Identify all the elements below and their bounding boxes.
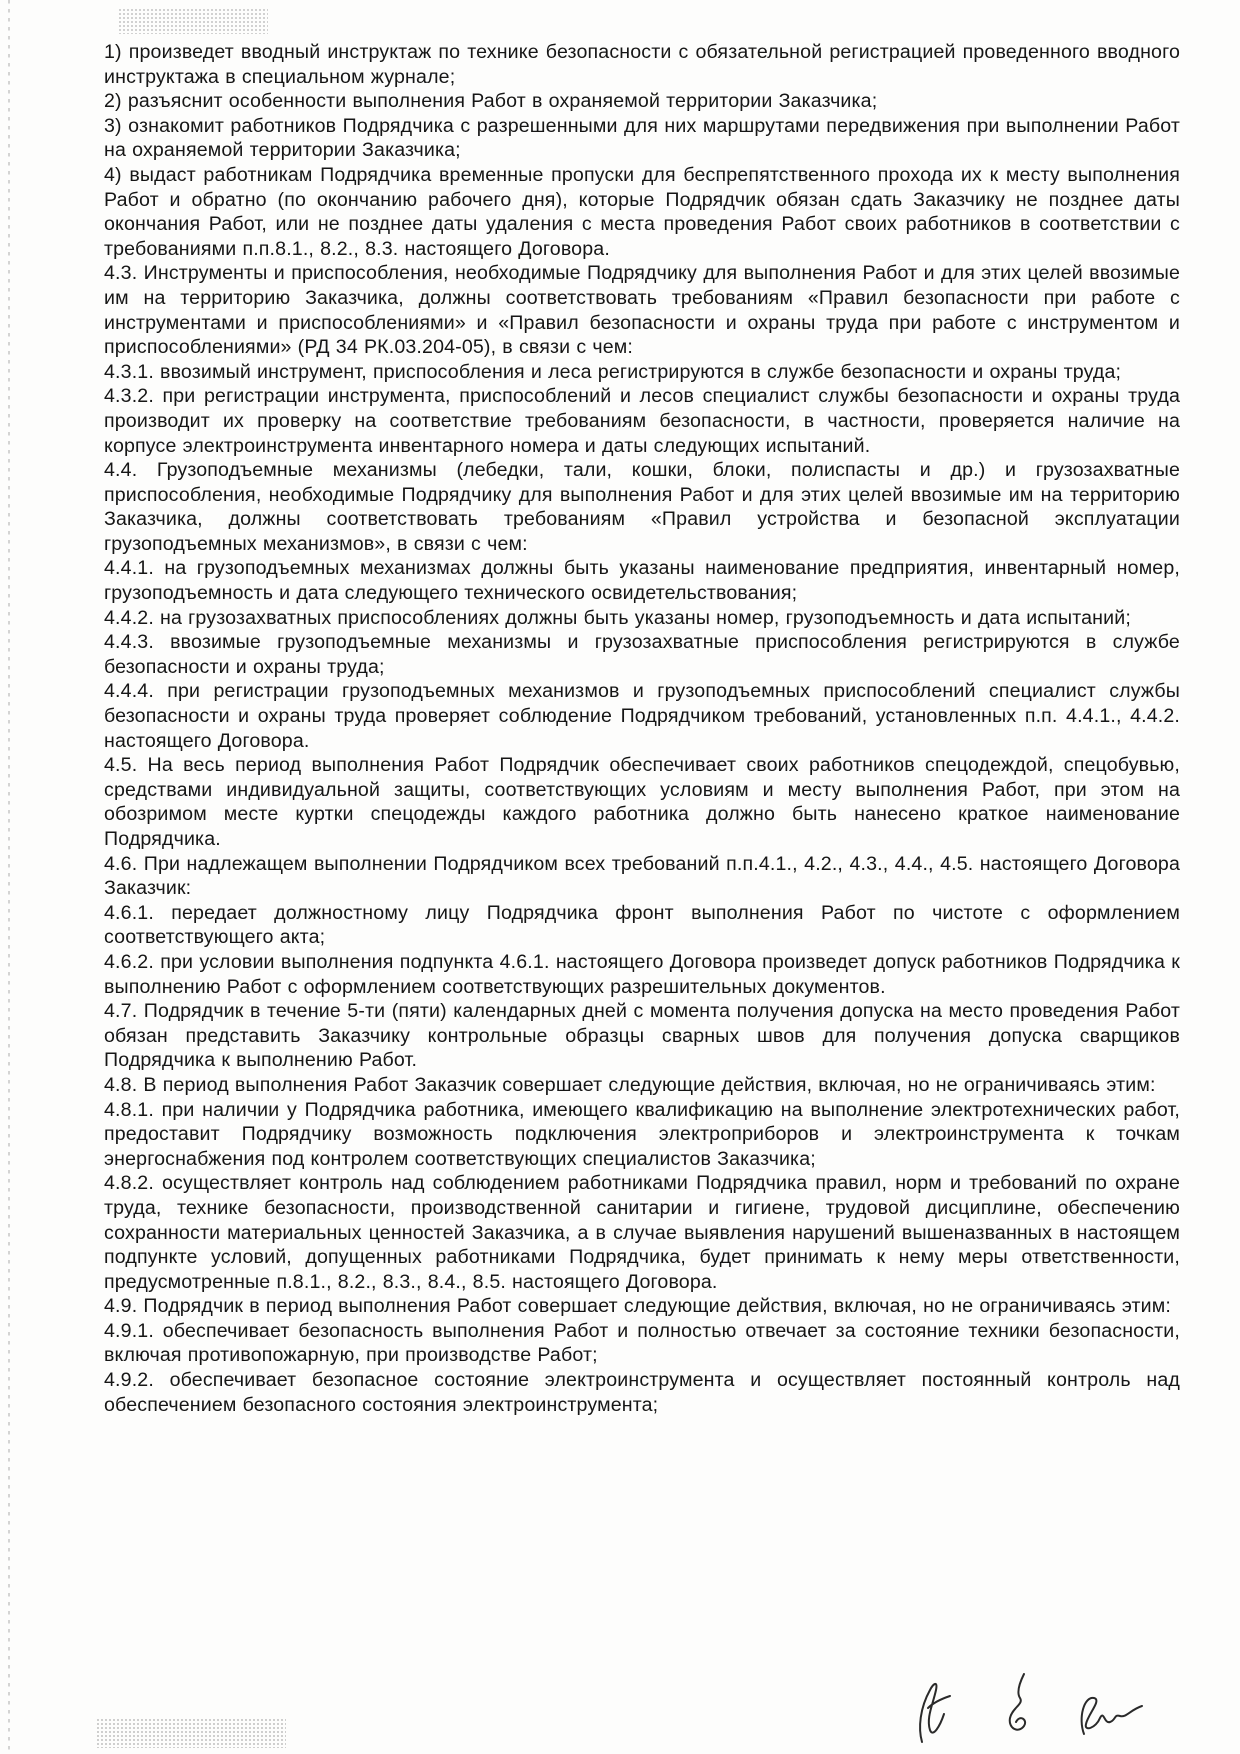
signature-3 [1070, 1668, 1150, 1748]
paragraph-1: 1) произведет вводный инструктаж по технике безопасности с обязательной регистрацией проведенного вводного инструктажа в специальном журнале; [104, 41, 1180, 88]
paragraph-3: 3) ознакомит работников Подрядчика с разрешенными для них маршрутами передвижения при выполнении Работ на охраняемой территории Заказчика; [104, 114, 1180, 162]
paragraph-4: 4) выдаст работникам Подрядчика временные пропуски для беспрепятственного прохода их к месту выполнения Работ и обратно (по окончанию рабочего дня), которые Подрядчик обязан сдать Заказчику не позднее даты окончания Работ, или не позднее даты удаления с места проведения Работ своих работников в соответствии с требованиями п.п.8.1., 8.2., 8.3. настоящего Договора. [104, 163, 1180, 260]
paragraph-4-9: 4.9. Подрядчик в период выполнения Работ совершает следующие действия, включая, но не ограничиваясь этим: [104, 1295, 1171, 1318]
paragraph-2: 2) разъяснит особенности выполнения Работ в охраняемой территории Заказчика; [104, 90, 878, 113]
paragraph-4-4-4: 4.4.4. при регистрации грузоподъемных механизмов и грузоподъемных приспособлений специалист службы безопасности и охраны труда проверяет соблюдение Подрядчиком требований, установленных п.п. 4.4.1., 4.4.2. настоящего Договора. [104, 680, 1180, 752]
paragraph-4-4-3: 4.4.3. ввозимые грузоподъемные механизмы и грузозахватные приспособления регистрируются в службе безопасности и охраны труда; [104, 631, 1180, 678]
paragraph-4-3: 4.3. Инструменты и приспособления, необходимые Подрядчику для выполнения Работ и для этих целей ввозимые им на территорию Заказчика, должны соответствовать требованиям «Правил безопасности при работе с инструментами и приспособлениями» и «Правил безопасности и охраны труда при работе с инструментом и приспособлениями» (РД 34 РК.03.204-05), в связи с чем: [104, 262, 1180, 359]
paragraph-4-4-2: 4.4.2. на грузозахватных приспособлениях должны быть указаны номер, грузоподъемность и дата испытаний; [104, 606, 1131, 629]
scan-edge-mark [8, 0, 10, 1754]
signature-2 [990, 1668, 1050, 1748]
scan-noise-bottom [96, 1718, 286, 1748]
paragraph-4-3-2: 4.3.2. при регистрации инструмента, приспособлений и лесов специалист службы безопасности и охраны труда производит их проверку на соответствие требованиям безопасности, в частности, проверяется наличие на корпусе электроинструмента инвентарного номера и даты следующих испытаний. [104, 385, 1180, 457]
paragraph-4-6-2: 4.6.2. при условии выполнения подпункта 4.6.1. настоящего Договора произведет допуск работников Подрядчика к выполнению Работ с оформлением соответствующих разрешительных документов. [104, 950, 1180, 998]
paragraph-4-3-1: 4.3.1. ввозимый инструмент, приспособления и леса регистрируются в службе безопасности и охраны труда; [104, 360, 1122, 383]
contract-text [104, 40, 1180, 1417]
paragraph-4-7: 4.7. Подрядчик в течение 5-ти (пяти) календарных дней с момента получения допуска на место проведения Работ обязан представить Заказчику контрольные образцы сварных швов для получения допуска сварщиков Подрядчика к выполнению Работ. [104, 1000, 1180, 1072]
signature-1 [900, 1668, 970, 1748]
paragraph-4-8-2: 4.8.2. осуществляет контроль над соблюдением работниками Подрядчика правил, норм и требований по охране труда, технике безопасности, производственной санитарии и гигиене, трудовой дисциплине, обеспечению сохранности материальных ценностей Заказчика, а в случае выявления нарушений вышеназванных в настоящем подпункте условий, допущенных работниками Подрядчика, будет принимать к нему меры ответственности, предусмотренные п.8.1., 8.2., 8.3., 8.4., 8.5. настоящего Договора. [104, 1172, 1180, 1293]
paragraph-4-4: 4.4. Грузоподъемные механизмы (лебедки, тали, кошки, блоки, полиспасты и др.) и грузозахватные приспособления, необходимые Подрядчику для выполнения Работ и для этих целей ввозимые им на территорию Заказчика, должны соответствовать требованиям «Правил устройства и безопасной эксплуатации грузоподъемных механизмов», в связи с чем: [104, 459, 1180, 555]
paragraph-4-9-2: 4.9.2. обеспечивает безопасное состояние электроинструмента и осуществляет постоянный контроль над обеспечением безопасного состояния электроинструмента; [104, 1369, 1180, 1416]
paragraph-4-4-1: 4.4.1. на грузоподъемных механизмах должны быть указаны наименование предприятия, инвентарный номер, грузоподъемность и дата следующего технического освидетельствования; [104, 557, 1180, 605]
paragraph-4-6: 4.6. При надлежащем выполнении Подрядчиком всех требований п.п.4.1., 4.2., 4.3., 4.4., 4.5. настоящего Договора Заказчик: [104, 852, 1180, 900]
paragraph-4-8: 4.8. В период выполнения Работ Заказчик совершает следующие действия, включая, но не ограничиваясь этим: [104, 1073, 1156, 1096]
paragraph-4-5: 4.5. На весь период выполнения Работ Подрядчик обеспечивает своих работников спецодеждой, спецобувью, средствами индивидуальной защиты, соответствующих условиям и месту выполнения Работ, при этом на обозримом месте куртки спецодежды каждого работника должно быть нанесено краткое наименование Подрядчика. [104, 754, 1180, 850]
paragraph-4-6-1: 4.6.1. передает должностному лицу Подрядчика фронт выполнения Работ по чистоте с оформлением соответствующего акта; [104, 901, 1180, 949]
paragraph-4-8-1: 4.8.1. при наличии у Подрядчика работника, имеющего квалификацию на выполнение электротехнических работ, предоставит Подрядчику возможность подключения электроприборов и электроинструмента к точкам энергоснабжения под контролем соответствующих специалистов Заказчика; [104, 1098, 1180, 1170]
scan-noise-top [118, 8, 268, 34]
paragraph-4-9-1: 4.9.1. обеспечивает безопасность выполнения Работ и полностью отвечает за состояние техники безопасности, включая противопожарную, при производстве Работ; [104, 1319, 1180, 1367]
